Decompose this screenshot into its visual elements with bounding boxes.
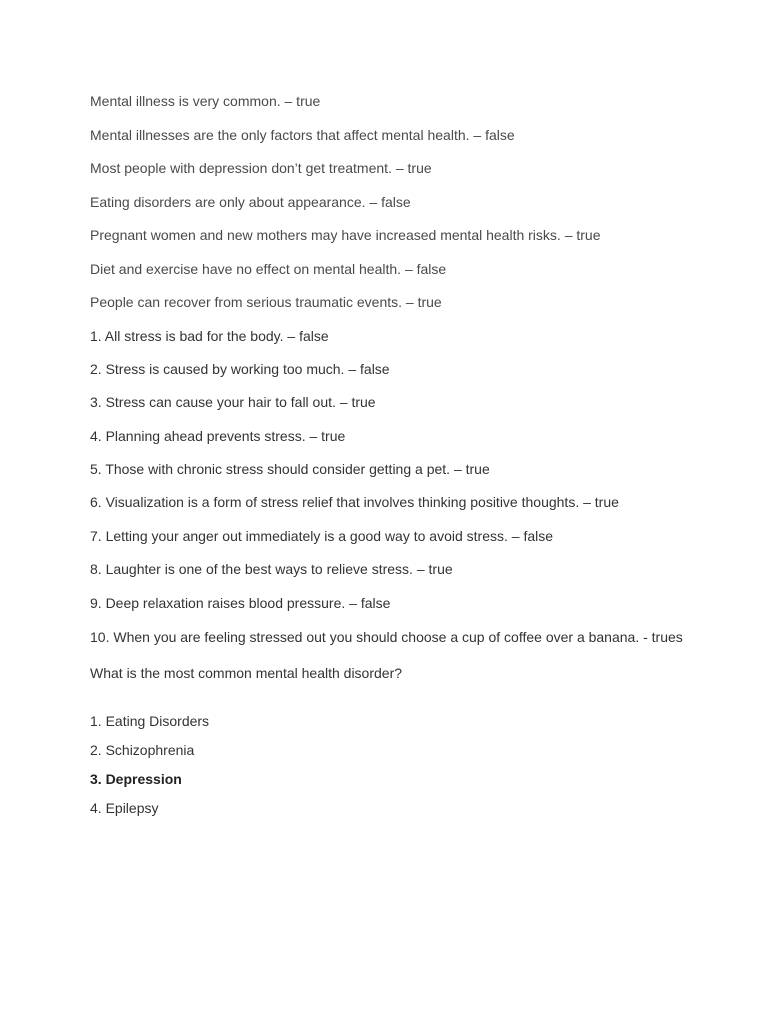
- numbered-statement: 7. Letting your anger out immediately is a good way to avoid stress. – false: [90, 527, 554, 544]
- answer-option: 4. Epilepsy: [90, 800, 159, 817]
- statement: People can recover from serious traumatic events. – true: [90, 294, 442, 310]
- stress-statements: [90, 327, 690, 648]
- quiz-question: What is the most common mental health disorder?: [90, 665, 403, 682]
- numbered-statement: 8. Laughter is one of the best ways to relieve stress. – true: [90, 561, 453, 578]
- mental-health-statements: [90, 92, 690, 312]
- statement: Most people with depression don’t get treatment. – true: [90, 160, 432, 176]
- statement: Eating disorders are only about appearance. – false: [90, 193, 411, 210]
- numbered-statement: 2. Stress is caused by working too much. – false: [90, 360, 390, 377]
- numbered-statement: 6. Visualization is a form of stress relief that involves thinking positive thoughts. – true: [90, 494, 619, 511]
- statement: Mental illness is very common. – true: [90, 93, 321, 109]
- numbered-statement: 1. All stress is bad for the body. – false: [90, 327, 329, 344]
- answer-option: 1. Eating Disorders: [90, 713, 210, 730]
- numbered-statement: 4. Planning ahead prevents stress. – true: [90, 427, 346, 444]
- statement: Pregnant women and new mothers may have increased mental health risks. – true: [90, 227, 601, 243]
- numbered-statement: 9. Deep relaxation raises blood pressure. – false: [90, 594, 391, 611]
- numbered-statement: 5. Those with chronic stress should consider getting a pet. – true: [90, 461, 490, 478]
- numbered-statement: 10. When you are feeling stressed out you should choose a cup of coffee over a banana. - trues: [90, 629, 683, 646]
- answer-option: 2. Schizophrenia: [90, 742, 195, 759]
- statement: Diet and exercise have no effect on mental health. – false: [90, 260, 447, 277]
- numbered-statement: 3. Stress can cause your hair to fall out. – true: [90, 394, 376, 411]
- statement: Mental illnesses are the only factors that affect mental health. – false: [90, 126, 515, 143]
- answer-options: [90, 712, 690, 818]
- correct-answer-option: 3. Depression: [90, 771, 182, 788]
- document-page: [90, 92, 690, 818]
